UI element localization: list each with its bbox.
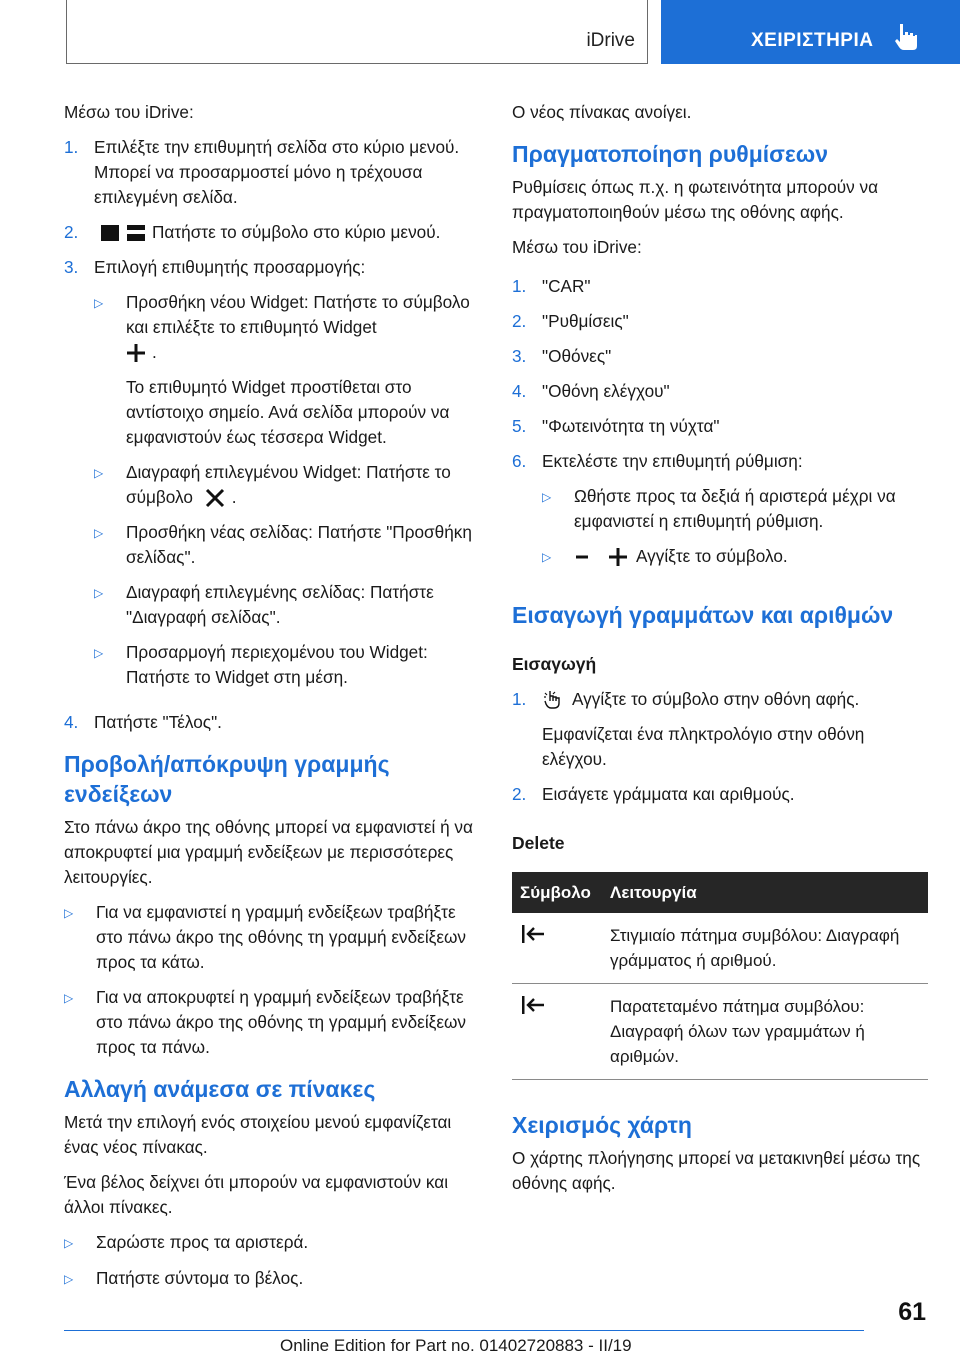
menu-grid-icon — [100, 223, 146, 243]
table-row: Παρατεταμένο πάτημα συμβόλου: Διαγραφή όλων των γραμμάτων ή αριθμών. — [512, 984, 928, 1080]
footer-edition: Online Edition for Part no. 01402720883 - II/19 — [280, 1336, 632, 1355]
subheading-delete: Delete — [512, 833, 565, 853]
list-item: 2. Εισάγετε γράμματα και αριθμούς. — [512, 784, 795, 804]
heading-status-bar: Προβολή/απόκρυψη γραμμής ενδείξεων — [64, 751, 390, 807]
header-box — [66, 0, 648, 64]
minus-plus-icon — [574, 547, 630, 567]
intro-text: Μέσω του iDrive: — [64, 102, 194, 122]
triangle-bullet-icon: ▷ — [94, 646, 104, 660]
heading-switch-panels: Αλλαγή ανάμεσα σε πίνακες — [64, 1076, 376, 1102]
list-item: 6. Εκτελέστε την επιθυμητή ρύθμιση: ▷ Ωθήστε προς τα δεξιά ή αριστερά μέχρι να εμφανιστεί η επιθυμητή ρύθμιση. ▷ Αγγίξτε το σύμβολο. — [512, 449, 932, 580]
close-icon — [204, 487, 226, 509]
sub-item: ▷ Διαγραφή επιλεγμένης σελίδας: Πατήστε "Διαγραφή σελίδας". — [94, 580, 484, 630]
sub-item: ▷ Σαρώστε προς τα αριστερά. — [64, 1230, 484, 1256]
table-row: Στιγμιαίο πάτημα συμβόλου: Διαγραφή γράμματος ή αριθμού. — [512, 913, 928, 984]
list-item: 2. Πατήστε το σύμβολο στο κύριο μενού. — [64, 222, 441, 242]
triangle-bullet-icon: ▷ — [64, 991, 74, 1005]
header-chapter-tab — [661, 0, 960, 64]
list-item: 1. Επιλέξτε την επιθυμητή σελίδα στο κύριο μενού. Μπορεί να προσαρμοστεί μόνο η τρέχουσα επιλεγμένη σελίδα. — [64, 137, 460, 207]
left-column: Μέσω του iDrive: 1. Επιλέξτε την επιθυμητή σελίδα στο κύριο μενού. Μπορεί να προσαρμοστεί μόνο η τρέχουσα επιλεγμένη σελίδα. 2. Πατήστε το σύμβολο στο κύριο μενού. 3. Επιλογή επιθυμητής προσαρμογής: ▷ Προσθήκη νέου Widget: Πατήστε το σύμβολο και επιλέξτε το επιθυμητό Widget . Το επιθυμητό Widget προστίθεται στο αντίστοιχο σημείο. Ανά σελίδα μπορούν να εμφανιστούν έως τέσσερα Widget. ▷ Διαγραφή επιλεγμένου Widget: Πατήστε το σύμβολο . ▷ Προσθήκη νέας σελίδας: Πατήστε "Προσθήκη σελίδας". ▷ Διαγραφή επιλεγμένης σελίδας: Πατήστε "Διαγραφή σελίδας". ▷ Προσαρμογή περιεχομένου του Widget: Πατήστε το Widget στη μέση. 4. Πατήστε "Τέλος". Προβολή/απόκρυψη γραμμής ενδείξεων Στο πάνω άκρο της οθόνης μπορεί να εμφανιστεί ή να αποκρυφτεί μια γραμμή ενδείξεων με περισσότερες λειτουργίες. ▷ Για να εμφανιστεί η γραμμή ενδείξεων τραβήξτε στο πάνω άκρο της οθόνης τη γραμμή ενδείξεων προς τα κάτω. ▷ Για να αποκρυφτεί η γραμμή ενδείξεων τραβήξτε στο πάνω άκρο της οθόνης τη γραμμή ενδείξεων προς τα πάνω. Αλλαγή ανάμεσα σε πίνακες Μετά την επιλογή ενός στοιχείου μενού εμφανίζεται ένας νέος πίνακας. Ένα βέλος δείχνει ότι μπορούν να εμφανιστούν και άλλοι πίνακες. ▷ Σαρώστε προς τα αριστερά. ▷ Πατήστε σύντομα το βέλος. — [64, 100, 484, 1302]
list-item: 5. "Φωτεινότητα τη νύχτα" — [512, 416, 720, 436]
list-item: 1. Αγγίξτε το σύμβολο στην οθόνη αφής. Εμφανίζεται ένα πληκτρολόγιο στην οθόνη ελέγχου. — [512, 689, 865, 769]
sub-item: ▷ Για να εμφανιστεί η γραμμή ενδείξεων τραβήξτε στο πάνω άκρο της οθόνης τη γραμμή ενδείξεων προς τα κάτω. — [64, 900, 484, 975]
triangle-bullet-icon: ▷ — [64, 906, 74, 920]
heading-settings: Πραγματοποίηση ρυθμίσεων — [512, 141, 829, 167]
customize-steps — [64, 135, 484, 735]
sub-item: ▷ Προσθήκη νέας σελίδας: Πατήστε "Προσθήκη σελίδας". — [94, 520, 484, 570]
list-item: 4. Πατήστε "Τέλος". — [64, 712, 222, 732]
triangle-bullet-icon: ▷ — [542, 550, 552, 564]
settings-steps — [512, 274, 932, 580]
footer-divider — [64, 1330, 864, 1331]
list-item: 3. Επιλογή επιθυμητής προσαρμογής: ▷ Προσθήκη νέου Widget: Πατήστε το σύμβολο και επιλέξτε το επιθυμητό Widget . Το επιθυμητό Widget προστίθεται στο αντίστοιχο σημείο. Ανά σελίδα μπορούν να εμφανιστούν έως τέσσερα Widget. ▷ Διαγραφή επιλεγμένου Widget: Πατήστε το σύμβολο . ▷ Προσθήκη νέας σελίδας: Πατήστε "Προσθήκη σελίδας". ▷ Διαγραφή επιλεγμένης σελίδας: Πατήστε "Διαγραφή σελίδας". ▷ Προσαρμογή περιεχομένου του Widget: Πατήστε το Widget στη μέση. — [64, 255, 484, 700]
triangle-bullet-icon: ▷ — [94, 526, 104, 540]
plus-icon — [126, 343, 146, 363]
sub-item: ▷ Διαγραφή επιλεγμένου Widget: Πατήστε το σύμβολο . — [94, 460, 484, 510]
heading-map: Χειρισμός χάρτη — [512, 1112, 692, 1138]
backspace-arrow-icon — [520, 994, 548, 1016]
subheading-input: Εισαγωγή — [512, 654, 597, 674]
step2-text: Πατήστε το σύμβολο στο κύριο μενού. — [152, 222, 441, 242]
header-chapter: ΧΕΙΡΙΣΤΗΡΙΑ — [751, 30, 874, 51]
list-item: 1. "CAR" — [512, 276, 591, 296]
backspace-arrow-icon — [520, 923, 548, 945]
header-section: iDrive — [586, 30, 635, 51]
page-number: 61 — [898, 1298, 926, 1326]
heading-input: Εισαγωγή γραμμάτων και αριθμών — [512, 602, 894, 628]
sub-item: ▷ Προσθήκη νέου Widget: Πατήστε το σύμβολο και επιλέξτε το επιθυμητό Widget . Το επιθυμητό Widget προστίθεται στο αντίστοιχο σημείο. Ανά σελίδα μπορούν να εμφανιστούν έως τέσσερα Widget. — [94, 290, 484, 450]
sub-item: ▷ Προσαρμογή περιεχομένου του Widget: Πατήστε το Widget στη μέση. — [94, 640, 484, 690]
list-item: 4. "Οθόνη ελέγχου" — [512, 381, 670, 401]
right-column: Ο νέος πίνακας ανοίγει. Πραγματοποίηση ρυθμίσεων Ρυθμίσεις όπως π.χ. η φωτεινότητα μπορούν να πραγματοποιηθούν μέσω της οθόνης αφής. Μέσω του iDrive: 1. "CAR" 2. "Ρυθμίσεις" 3. "Οθόνες" 4. "Οθόνη ελέγχου" 5. "Φωτεινότητα τη νύχτα" 6. Εκτελέστε την επιθυμητή ρύθμιση: ▷ Ωθήστε προς τα δεξιά ή αριστερά μέχρι να εμφανιστεί η επιθυμητή ρύθμιση. ▷ Αγγίξτε το σύμβολο. Εισαγωγή γραμμάτων και αριθμών Εισαγωγή 1. Αγγίξτε το σύμβολο στην οθόνη αφής. Εμφανίζεται ένα πληκτρολόγιο στην οθόνη ελέγχου. 2. Εισάγετε γράμματα και αριθμούς. Delete Σύμβολο Λειτουργία Στιγμιαίο πάτημα συμβόλου: Διαγραφή γράμματος ή αριθμού. Παρατεταμένο πάτημα συμβόλου: Διαγραφή όλων των γραμμάτων ή αριθμών. Χειρισμός χάρτη Ο χάρτης πλοήγησης μπορεί να μετακινηθεί μέσω της οθόνης αφής. — [512, 100, 932, 1206]
triangle-bullet-icon: ▷ — [64, 1236, 74, 1250]
sub-item: ▷ Αγγίξτε το σύμβολο. — [542, 544, 932, 570]
table-header-row: Σύμβολο Λειτουργία — [512, 872, 928, 913]
triangle-bullet-icon: ▷ — [94, 296, 104, 310]
touch-hand-icon — [542, 689, 566, 711]
list-item: 2. "Ρυθμίσεις" — [512, 311, 629, 331]
triangle-bullet-icon: ▷ — [94, 466, 104, 480]
triangle-bullet-icon: ▷ — [64, 1272, 74, 1286]
triangle-bullet-icon: ▷ — [94, 586, 104, 600]
hand-pointer-icon — [893, 22, 919, 52]
triangle-bullet-icon: ▷ — [542, 490, 552, 504]
delete-table — [512, 872, 928, 1080]
sub-item: ▷ Για να αποκρυφτεί η γραμμή ενδείξεων τραβήξτε στο πάνω άκρο της οθόνης τη γραμμή ενδείξεων προς τα πάνω. — [64, 985, 484, 1060]
sub-item: ▷ Ωθήστε προς τα δεξιά ή αριστερά μέχρι να εμφανιστεί η επιθυμητή ρύθμιση. — [542, 484, 932, 534]
sub-item: ▷ Πατήστε σύντομα το βέλος. — [64, 1266, 484, 1292]
list-item: 3. "Οθόνες" — [512, 346, 612, 366]
